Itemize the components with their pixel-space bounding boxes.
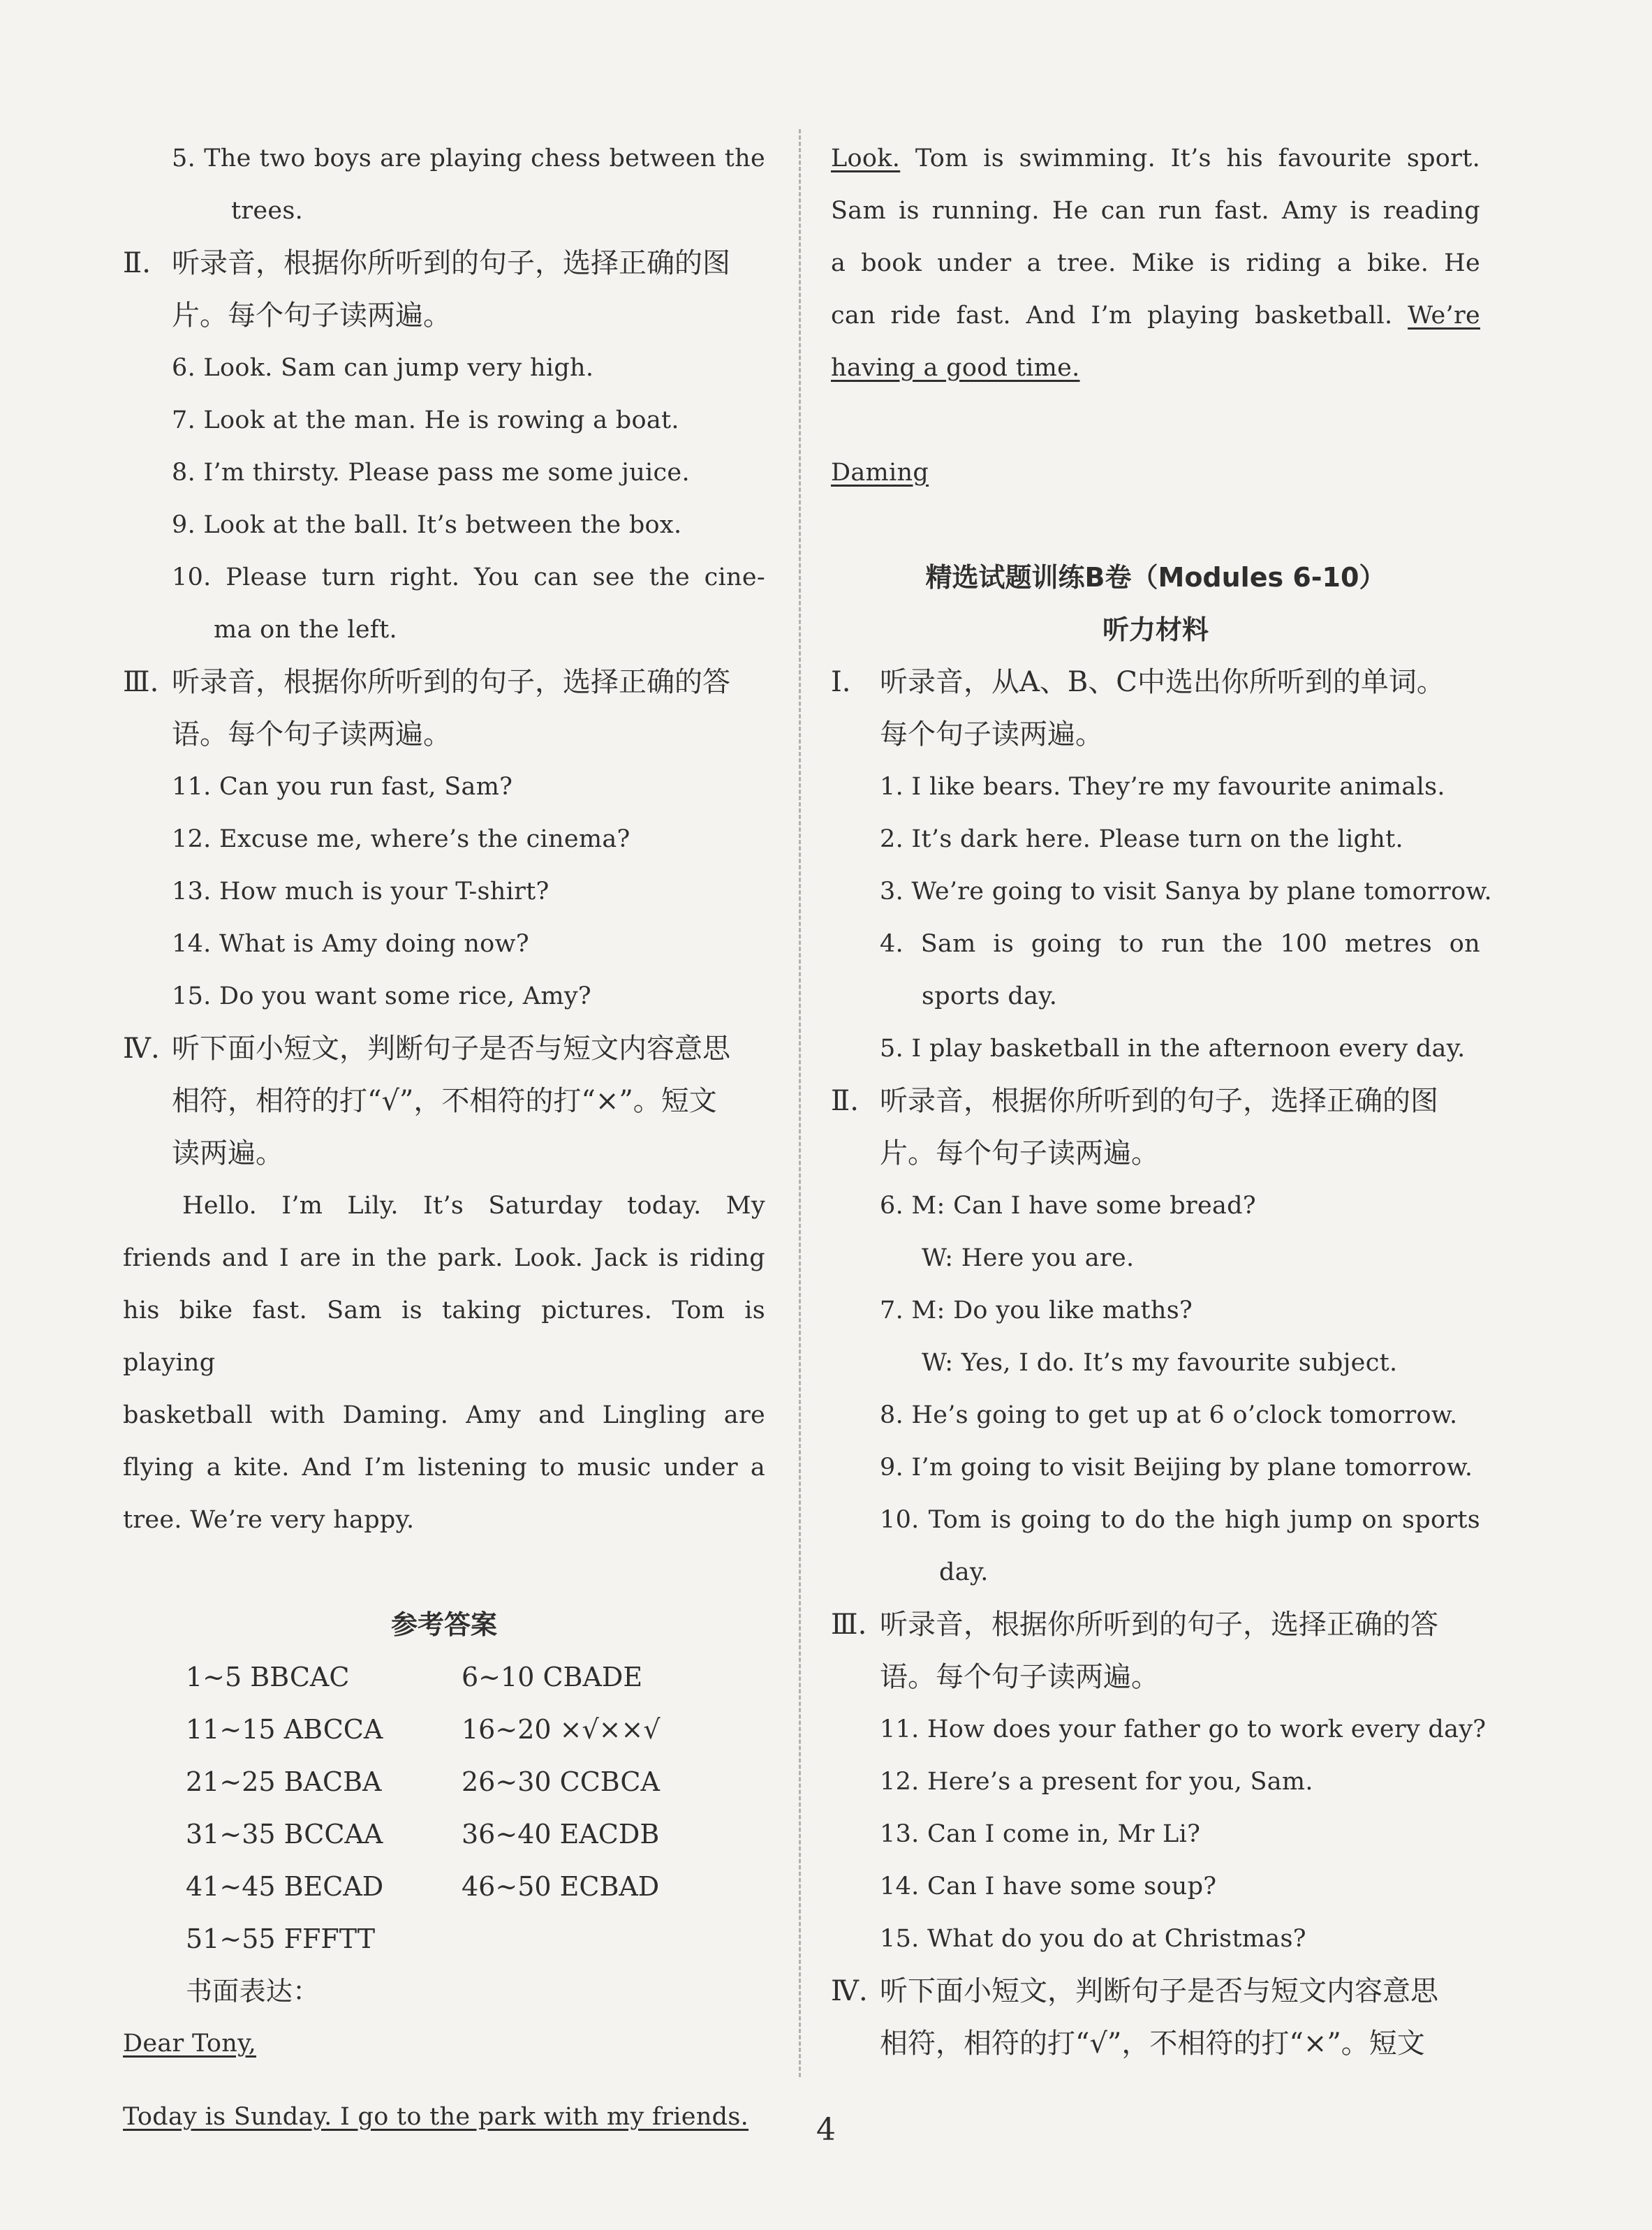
passage-line: can ride fast. And I’m playing basketball. We’re <box>831 302 1480 330</box>
section-1-heading-cont: 每个句子读两遍。 <box>880 718 1103 751</box>
answer-row: 1~5 BBCAC 6~10 CBADE <box>186 1662 643 1692</box>
passage-line: friends and I are in the park. Look. Jack is riding <box>123 1244 765 1272</box>
passage-line: tree. We’re very happy. <box>123 1506 415 1534</box>
list-item: 12. Here’s a present for you, Sam. <box>880 1768 1313 1796</box>
section-2-heading-cont: 片。每个句子读两遍。 <box>880 1137 1159 1169</box>
writing-line: Today is Sunday. I go to the park with my friends. <box>123 2103 749 2131</box>
answer-row: 21~25 BACBA 26~30 CCBCA <box>186 1766 660 1797</box>
answer-row: 11~15 ABCCA 16~20 ×√××√ <box>186 1714 661 1745</box>
list-item: 1. I like bears. They’re my favourite animals. <box>880 773 1445 801</box>
section-1-heading: Ⅰ. 听录音，从A、B、C中选出你所听到的单词。 <box>831 666 1445 698</box>
section-3-heading: Ⅲ. 听录音，根据你所听到的句子，选择正确的答 <box>123 666 730 698</box>
passage-line: Sam is running. He can run fast. Amy is reading <box>831 197 1480 225</box>
answers-title: 参考答案 <box>390 1609 497 1640</box>
list-item: 13. How much is your T-shirt? <box>172 878 550 906</box>
section-3-heading-cont: 语。每个句子读两遍。 <box>880 1661 1159 1693</box>
list-item: 11. How does your father go to work every day? <box>880 1715 1487 1743</box>
list-item: 6. Look. Sam can jump very high. <box>172 354 594 382</box>
section-4-heading-cont: 相符，相符的打“√”，不相符的打“×”。短文 <box>172 1085 717 1117</box>
item-10: 10. Tom is going to do the high jump on sports <box>880 1506 1480 1534</box>
answer-row: 51~55 FFFTT <box>186 1923 376 1954</box>
section-4-heading: Ⅳ. 听下面小短文，判断句子是否与短文内容意思 <box>831 1975 1438 2007</box>
test-subtitle: 听力材料 <box>1102 614 1209 645</box>
column-divider <box>799 129 801 2077</box>
dialogue-line: 7. M: Do you like maths? <box>880 1297 1193 1324</box>
list-item: 14. Can I have some soup? <box>880 1873 1217 1900</box>
passage-line: having a good time. <box>831 354 1080 382</box>
section-3-heading: Ⅲ. 听录音，根据你所听到的句子，选择正确的答 <box>831 1609 1438 1641</box>
dialogue-line: W: Yes, I do. It’s my favourite subject. <box>922 1349 1398 1377</box>
item-10-cont: ma on the left. <box>214 616 397 644</box>
section-2-heading: Ⅱ. 听录音，根据你所听到的句子，选择正确的图 <box>123 247 730 279</box>
passage-line: Look. Tom is swimming. It’s his favourite sport. <box>831 145 1480 172</box>
list-item: 9. Look at the ball. It’s between the box. <box>172 511 682 539</box>
list-item: 13. Can I come in, Mr Li? <box>880 1820 1201 1848</box>
left-column <box>123 133 765 2143</box>
list-item: 14. What is Amy doing now? <box>172 930 529 958</box>
list-item: 9. I’m going to visit Beijing by plane tomorrow. <box>880 1454 1473 1482</box>
list-item: 3. We’re going to visit Sanya by plane tomorrow. <box>880 878 1492 906</box>
writing-salutation: Dear Tony, <box>123 2030 256 2058</box>
list-item: 12. Excuse me, where’s the cinema? <box>172 825 630 853</box>
answer-row: 41~45 BECAD 46~50 ECBAD <box>186 1871 660 1902</box>
writing-label: 书面表达： <box>186 1976 320 2007</box>
list-item: 15. Do you want some rice, Amy? <box>172 982 591 1010</box>
list-item: 8. He’s going to get up at 6 o’clock tomorrow. <box>880 1401 1458 1429</box>
section-4-heading: Ⅳ. 听下面小短文，判断句子是否与短文内容意思 <box>123 1033 730 1065</box>
answer-row: 31~35 BCCAA 36~40 EACDB <box>186 1819 660 1849</box>
section-2-heading: Ⅱ. 听录音，根据你所听到的句子，选择正确的图 <box>831 1085 1438 1117</box>
list-item: 15. What do you do at Christmas? <box>880 1925 1306 1953</box>
passage-line: basketball with Daming. Amy and Lingling are <box>123 1401 765 1429</box>
item-4-cont: sports day. <box>922 982 1058 1010</box>
item-5-cont: trees. <box>231 197 304 225</box>
passage-line: his bike fast. Sam is taking pictures. Tom is playing <box>123 1297 765 1377</box>
passage-line: Hello. I’m Lily. It’s Saturday today. My <box>182 1192 765 1220</box>
dialogue-line: 6. M: Can I have some bread? <box>880 1192 1256 1220</box>
section-2-heading-cont: 片。每个句子读两遍。 <box>172 300 451 332</box>
item-5: 5. The two boys are playing chess between the <box>172 145 765 172</box>
item-4: 4. Sam is going to run the 100 metres on <box>880 930 1480 958</box>
passage-line: a book under a tree. Mike is riding a bike. He <box>831 249 1480 277</box>
section-4-heading-cont: 读两遍。 <box>172 1137 283 1169</box>
passage-line: flying a kite. And I’m listening to music under a <box>123 1454 765 1482</box>
section-4-heading-cont: 相符，相符的打“√”，不相符的打“×”。短文 <box>880 2028 1425 2060</box>
item-10-cont: day. <box>939 1558 989 1586</box>
list-item: 11. Can you run fast, Sam? <box>172 773 513 801</box>
list-item: 5. I play basketball in the afternoon every day. <box>880 1035 1466 1063</box>
list-item: 7. Look at the man. He is rowing a boat. <box>172 406 679 434</box>
section-3-heading-cont: 语。每个句子读两遍。 <box>172 718 451 751</box>
signature: Daming <box>831 459 929 487</box>
right-column <box>831 133 1492 2070</box>
list-item: 2. It’s dark here. Please turn on the light. <box>880 825 1403 853</box>
test-title: 精选试题训练B卷（Modules 6-10） <box>925 562 1386 593</box>
dialogue-line: W: Here you are. <box>922 1244 1135 1272</box>
list-item: 8. I’m thirsty. Please pass me some juice. <box>172 459 690 487</box>
page-number: 4 <box>816 2112 836 2148</box>
item-10: 10. Please turn right. You can see the cine- <box>172 563 765 591</box>
